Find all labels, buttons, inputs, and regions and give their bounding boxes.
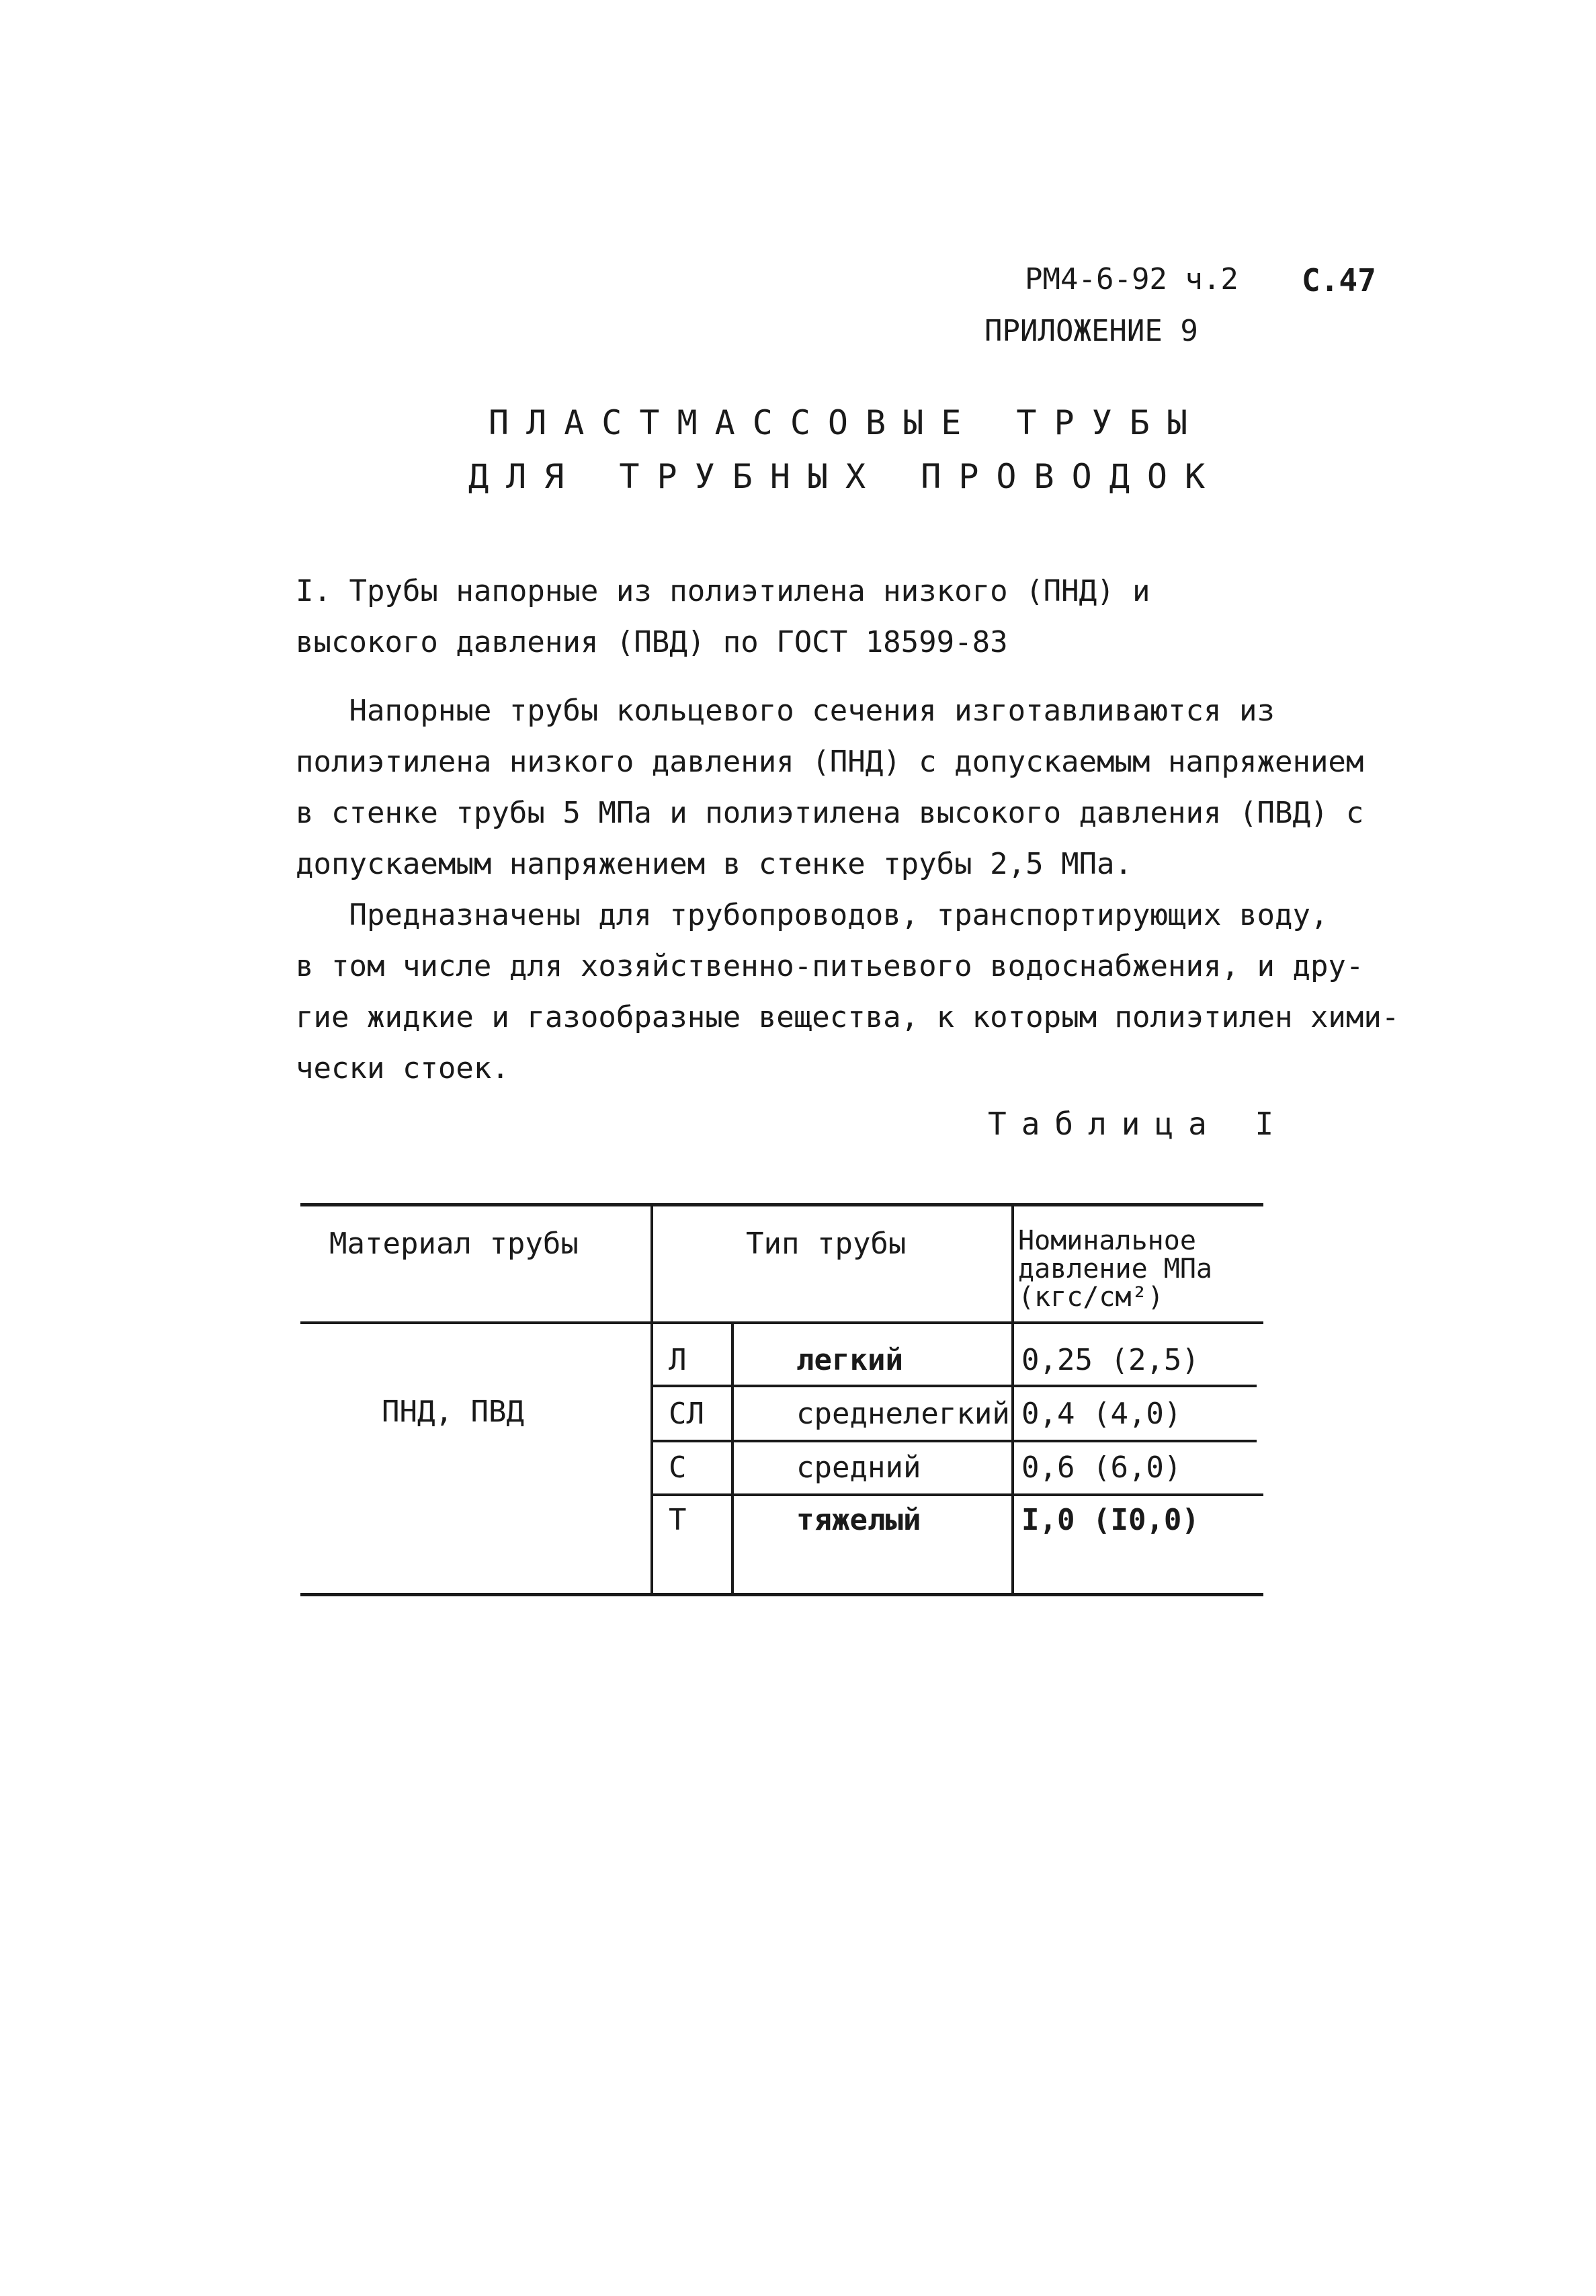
col-rule-2 <box>731 1323 734 1595</box>
table-caption: Таблица I <box>988 1106 1289 1142</box>
material-value: ПНД, ПВД <box>382 1395 524 1429</box>
row-pressure: I,0 (I0,0) <box>1021 1503 1200 1537</box>
row-code: С <box>669 1450 687 1485</box>
page-number: С.47 <box>1302 262 1376 298</box>
title-line-1: ПЛАСТМАССОВЫЕ ТРУБЫ <box>489 403 1205 442</box>
row-code: Т <box>669 1503 687 1537</box>
row-pressure: 0,4 (4,0) <box>1021 1397 1182 1431</box>
paragraph-1: I. Трубы напорные из полиэтилена низкого (ПНД) и высокого давления (ПВД) по ГОСТ 18599-83 <box>296 574 1150 659</box>
header-material: Материал трубы <box>329 1227 579 1261</box>
col-rule-1 <box>650 1205 653 1595</box>
header-pressure: Номинальное давление МПа (кгс/см²) <box>1018 1225 1212 1313</box>
paragraph-3: Предназначены для трубопроводов, транспортирующих воду, в том числе для хозяйственно-питьевого водоснабжения, и дру- гие жидкие и газообразные вещества, к которым полиэтилен хими- чески стоек. <box>296 898 1400 1085</box>
row-pressure: 0,25 (2,5) <box>1021 1343 1200 1377</box>
col-rule-3 <box>1011 1205 1014 1595</box>
row-rule-2 <box>652 1440 1257 1442</box>
table-top-rule <box>300 1203 1263 1206</box>
table-header-rule <box>300 1321 1263 1324</box>
row-rule-3 <box>652 1493 1263 1496</box>
row-rule-1 <box>652 1385 1257 1387</box>
row-type-name: средний <box>796 1450 921 1485</box>
table-bottom-rule <box>300 1593 1263 1596</box>
appendix-label: ПРИЛОЖЕНИЕ 9 <box>984 314 1198 348</box>
row-type-name: тяжелый <box>796 1503 921 1537</box>
row-code: СЛ <box>669 1397 704 1431</box>
header-type: Тип трубы <box>746 1227 907 1261</box>
title-line-2: ДЛЯ ТРУБНЫХ ПРОВОДОК <box>468 457 1223 496</box>
row-type-name: среднелегкий <box>796 1397 1010 1431</box>
row-pressure: 0,6 (6,0) <box>1021 1450 1182 1485</box>
document-code: РМ4-6-92 ч.2 <box>1025 262 1238 296</box>
row-code: Л <box>669 1343 687 1377</box>
paragraph-2: Напорные трубы кольцевого сечения изготавливаются из полиэтилена низкого давления (ПНД) с допускаемым напряжением в стенке трубы 5 МПа и полиэтилена высокого давления (ПВД) с допускаемым напряжением в стенке трубы 2,5 МПа. <box>296 694 1364 881</box>
row-type-name: легкий <box>796 1343 903 1377</box>
